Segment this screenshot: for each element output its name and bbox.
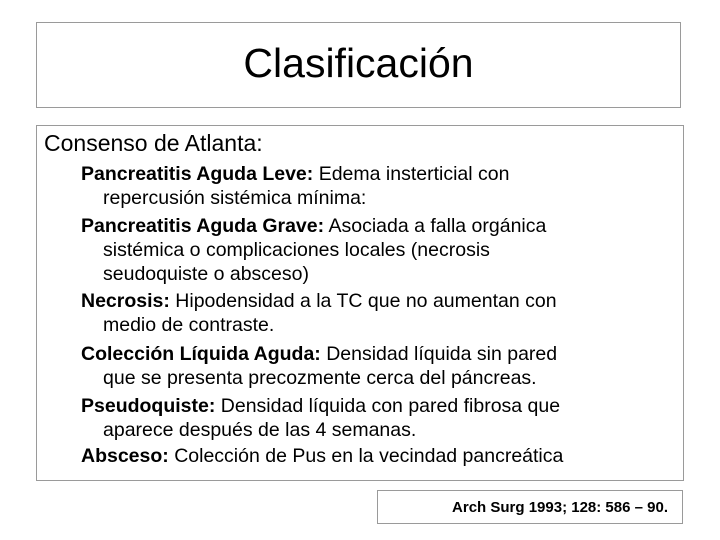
definition-term: Pancreatitis Aguda Grave: bbox=[81, 215, 325, 237]
definition-text: Edema insterticial con bbox=[313, 163, 510, 185]
definition-first-line bbox=[81, 214, 681, 238]
definition-item-leve bbox=[81, 162, 681, 210]
definition-continuation: sistémica o complicaciones locales (necrosis bbox=[103, 239, 490, 261]
definition-continuation: repercusión sistémica mínima: bbox=[103, 187, 367, 209]
definition-text: Asociada a falla orgánica bbox=[324, 215, 547, 237]
definition-continuation: medio de contraste. bbox=[103, 314, 275, 336]
definition-text: Hipodensidad a la TC que no aumentan con bbox=[169, 290, 557, 312]
definition-item-necrosis bbox=[81, 289, 681, 337]
definition-continuation: que se presenta precozmente cerca del páncreas. bbox=[103, 367, 537, 389]
reference-box bbox=[377, 490, 683, 524]
definition-first-line bbox=[81, 444, 681, 468]
definition-item-coleccion bbox=[81, 342, 681, 390]
definition-continuation: seudoquiste o absceso) bbox=[103, 263, 309, 285]
content-box bbox=[36, 125, 684, 481]
definition-term: Absceso: bbox=[81, 445, 169, 467]
definition-continuation: aparece después de las 4 semanas. bbox=[103, 419, 417, 441]
definition-item-pseudoquiste bbox=[81, 394, 681, 442]
definition-first-line bbox=[81, 342, 681, 366]
definition-first-line bbox=[81, 394, 681, 418]
citation-reference: Arch Surg 1993; 128: 586 – 90. bbox=[452, 498, 668, 516]
section-heading: Consenso de Atlanta: bbox=[44, 130, 263, 156]
definition-term: Pancreatitis Aguda Leve: bbox=[81, 163, 314, 185]
definition-item-absceso bbox=[81, 444, 681, 468]
definition-text: Densidad líquida sin pared bbox=[320, 343, 558, 365]
slide-title: Clasificación bbox=[243, 39, 474, 86]
definition-term: Pseudoquiste: bbox=[81, 395, 216, 417]
definition-text: Colección de Pus en la vecindad pancreática bbox=[168, 445, 564, 467]
definition-term: Colección Líquida Aguda: bbox=[81, 343, 321, 365]
definition-first-line bbox=[81, 289, 681, 313]
definition-term: Necrosis: bbox=[81, 290, 170, 312]
definition-text: Densidad líquida con pared fibrosa que bbox=[215, 395, 561, 417]
definition-first-line bbox=[81, 162, 681, 186]
definition-item-grave bbox=[81, 214, 681, 286]
title-box bbox=[36, 22, 681, 108]
